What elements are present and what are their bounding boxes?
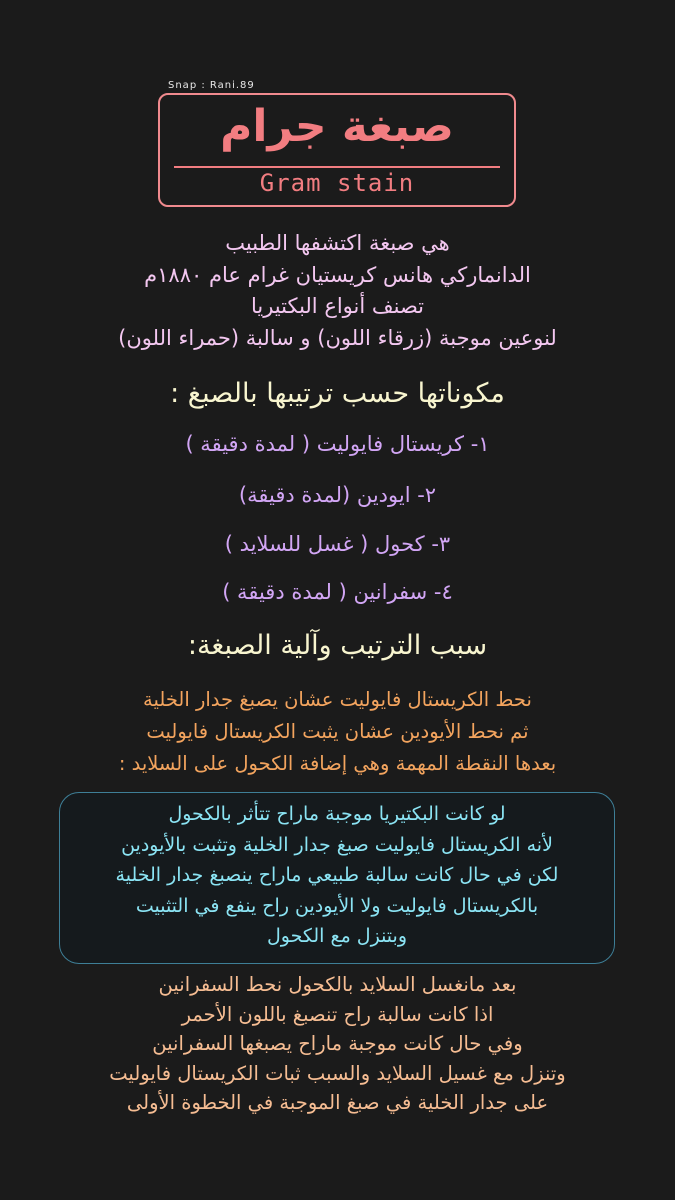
reason-line: بعدها النقطة المهمة وهي إضافة الكحول على السلايد : [118, 752, 557, 775]
components-heading: مكوناتها حسب ترتيبها بالصبغ : [170, 378, 505, 409]
reason-line: نحط الكريستال فايوليت عشان يصبغ جدار الخلية [143, 688, 532, 711]
explanation-line: وبتنزل مع الكحول [266, 925, 408, 947]
final-line: بعد مانغسل السلايد بالكحول نحط السفرانين [158, 973, 517, 996]
final-line: اذا كانت سالبة راح تنصبغ باللون الأحمر [181, 1002, 494, 1026]
explanation-line: لكن في حال كانت سالبة طبيعي ماراح ينصبغ جدار الخلية [115, 864, 559, 886]
final-paragraph [40, 970, 635, 1118]
title-box [158, 93, 516, 207]
intro-line: الدانماركي هانس كريستيان غرام عام ١٨٨٠م [144, 262, 531, 287]
step-item: ٢- ايودين (لمدة دقيقة) [238, 483, 437, 507]
title-underline [174, 166, 500, 168]
reason-paragraph [40, 684, 635, 780]
explanation-text [60, 799, 614, 952]
explanation-box [59, 792, 615, 964]
explanation-line: بالكريستال فايوليت ولا الأيودين راح ينفع في التثبيت [135, 894, 539, 917]
reason-line: ثم نحط الأيودين عشان يثبت الكريستال فايوليت [146, 720, 529, 743]
reason-heading: سبب الترتيب وآلية الصبغة: [187, 630, 488, 661]
title-english: Gram stain [259, 169, 415, 197]
intro-line: هي صبغة اكتشفها الطبيب [225, 231, 450, 255]
final-line: على جدار الخلية في صبغ الموجبة في الخطوة الأولى [126, 1091, 549, 1114]
final-line: وفي حال كانت موجبة ماراح يصبغها السفرانين [152, 1032, 523, 1055]
intro-paragraph [40, 228, 635, 354]
step-item: ٣- كحول ( غسل للسلايد ) [224, 532, 451, 556]
explanation-line: لأنه الكريستال فايوليت صبغ جدار الخلية وتثبت بالأيودين [121, 833, 553, 856]
step-item: ١- كريستال فايوليت ( لمدة دقيقة ) [185, 432, 490, 456]
step-item: ٤- سفرانين ( لمدة دقيقة ) [222, 580, 453, 604]
explanation-line: لو كانت البكتيريا موجبة ماراح تتأثر بالكحول [168, 803, 506, 825]
intro-line: لنوعين موجبة (زرقاء اللون) و سالبة (حمراء اللون) [118, 325, 557, 350]
title-arabic: صبغة جرام [220, 101, 454, 152]
final-line: وتنزل مع غسيل السلايد والسبب ثبات الكريستال فايوليت [109, 1061, 566, 1085]
intro-line: تصنف أنواع البكتيريا [250, 294, 425, 318]
watermark: Snap : Rani.89 [168, 80, 255, 91]
